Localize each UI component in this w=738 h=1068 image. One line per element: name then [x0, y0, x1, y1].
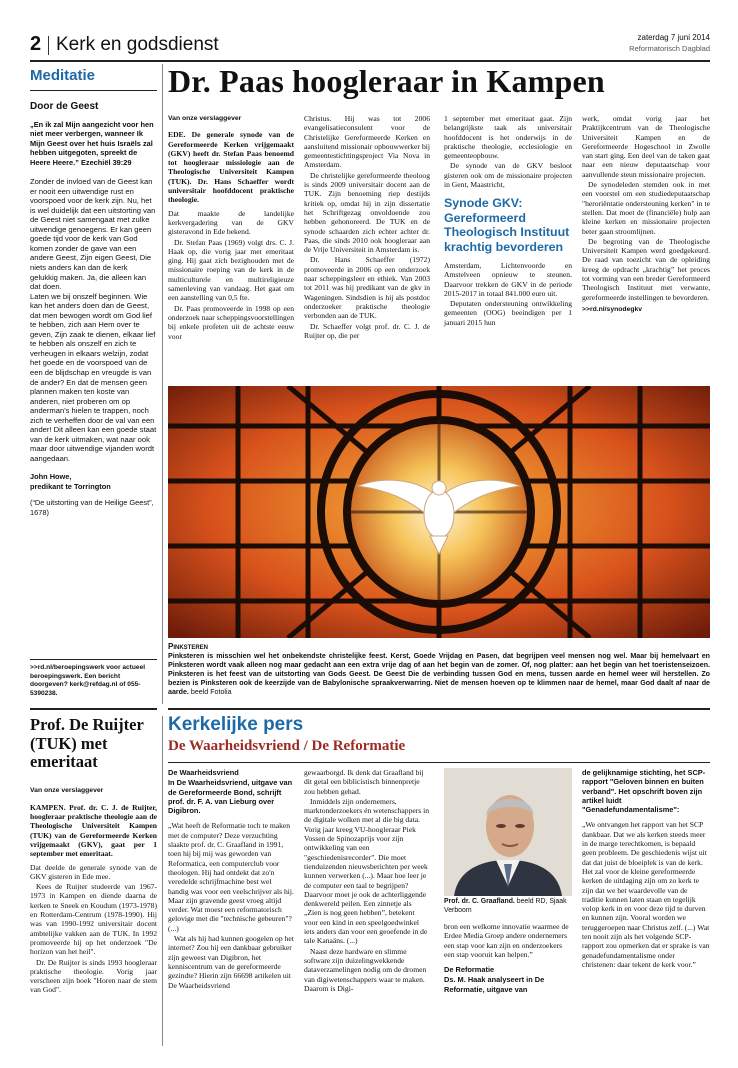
ruijter-byline: Van onze verslaggever: [30, 786, 104, 794]
ruijter-intro: KAMPEN. Prof. dr. C. J. de Ruijter, hoogleraar praktische theologie aan de Theologische Universiteit Kampen (TUK) van de Gereformeerde Kerken vrijgemaakt (GKV), gaat per 1 september met emeritaat.: [30, 802, 157, 859]
ruijter-article: [30, 716, 157, 996]
photo-caption-box: [168, 652, 710, 697]
main-col3-p1: 1 september met emeritaat gaat. Zijn belangrijkste taak als universitair hoofddocent is het onderwijs in de praktische theologie, ecclesiologie en gemeenteopbouw.: [444, 114, 572, 161]
main-col4-p1: werk, omdat vorig jaar het Praktijkcentrum van de Theologische Universiteit Kampen en de Gereformeerde Hogeschool in Zwolle van start ging. Een deel van de taken gaat naar een nieuw deputaatschap voor aanvullende steun missionaire projecten.: [582, 114, 710, 179]
main-col2-p1: Christus. Hij was tot 2006 evangelisatieconsulent voor de Christelijke Gereformeerde Kerken en aansluitend missionair opbouwwerker bij gemeentestichtingsproject Via Nova in Amsterdam.: [304, 114, 430, 170]
pers-col-2: [304, 768, 430, 994]
pers-col4-p1: „We ontvangen het rapport van het SCP dankbaar. Dat we als kerken steeds meer in de marge terechtkomen, is bepaald geen probleem. De geschiedenis wijst uit dat dat juist de bloeiplek is van de kerk. Het zal voor de kleine gereformeerde kerken de uitdaging zijn om zo kerk te zijn dat we het waardevolle van de traditie kunnen laten staan en tegelijk volop kerk in en voor deze tijd te durven en kunnen zijn. Vooral worden we teruggeroepen naar Christus zelf. (...) Wat ten nooit zijn als het volgende SCP-rapport zou opmerken dat er sprake is van genadefundamentalisme onder christenen: daar tekent de kerk voor.”: [582, 820, 710, 969]
ruijter-p1: Dat deelde de generale synode van de GKV gisteren in Ede mee.: [30, 862, 157, 881]
stained-glass-dove-image: [168, 386, 710, 638]
page-number: 2: [30, 33, 42, 55]
column-divider-left: [162, 64, 163, 704]
photo-caption: Pinksteren is misschien wel het onbekendste christelijke feest. Kerst, Goede Vrijdag en Pasen, dat begrijpen veel mensen nog wel. Maar bij hemelvaart en Pinksteren wordt vaak alleen nog maar gedacht aan een extra vrije dag of aan het begin van de zomer. Of, nog platter: aan het begin van het toeristenseizoen. Pinksteren is het feest van de uitstorting van Gods Geest. De Geest Die de verbinding tussen God en mens, tussen aarde en hemel weer wil herstellen. Zo bezien is Pinksteren ook de keerzijde van de Babylonische spraakverwarring. Niet de mensen hoeven op te klimmen naar de hemel, maar God daalt af naar de aarde.: [168, 652, 710, 696]
main-col1-p3: Dr. Paas promoveerde in 1998 op een onderzoek naar scheppingsvoorstellingen bij enkele profeten uit de achtste eeuw voor: [168, 303, 294, 341]
pers-col2-p2: Inmiddels zijn ondernemers, marktonderzoekers én wetenschappers in de digitale wolken met al die big data. Vorig jaar kreeg VU-hoogleraar Piek Vossen de Spinozaprijs voor zijn ontwikkeling van een "geschiedenisrecorder". Die moet tienduizenden nieuwsberichten per week kunnen verwerken (...). Maar hoe leer je de computer een taal te begrijpen? Daarvoor moet je ook de achterliggende denkwereld peilen. Een zinnetje als „Zien is nog geen hebben”, betekent voor een kind in een speelgoedwinkel iets anders dan voor een geoefende in de tale Kanaäns. (...): [304, 796, 430, 946]
main-col-1: [168, 114, 294, 342]
meditatie-body-1: Zonder de invloed van de Geest kan er nooit een uitwendige rust en voorspoed voor de kerk zijn. Nu, het is wel duidelijk dat een uitstorting van de Geest niet samengaat met zulke uitwendige genoegens. Er kan geen goede tijd voor de kerk van God komen zonder de gave van een andere Geest, Zijn eigen Geest, Die niets anders kan dan de kerk gelukkig maken. Ja, die alleen kan dat doen.: [30, 177, 156, 292]
pers-col2-p1: gewaarborgd. Ik denk dat Graafland bij dit getal een biblicistisch binnenpretje zou hebben gehad.: [304, 768, 424, 796]
pers-col-1: [168, 768, 294, 991]
photo-credit: beeld Fotolia: [190, 688, 232, 696]
portrait-photo: [444, 768, 572, 896]
pers-col3-intro: Ds. M. Haak analyseert in De Reformatie, uitgave van: [444, 975, 545, 994]
pers-col4-intro: de gelijknamige stichting, het SCP-rapport "Geloven binnen en buiten verband". Het opschrift boven zijn artikel luidt "Genadefundamentalisme":: [582, 768, 706, 815]
main-subhead: Synode GKV: Gereformeerd Theologisch Instituut krachtig bevorderen: [444, 196, 570, 254]
main-col-3: [444, 114, 572, 328]
main-col4-p3: De begroting van de Theologische Universiteit Kampen werd goedgekeurd. De raad van toezicht van de opleiding kreeg de opdracht „krachtig” het proces tot vorming van een breder Gereformeerd Theologisch Instituut met verwante, gereformeerde instellingen te bevorderen.: [582, 236, 710, 302]
meditatie-author-role: predikant te Torrington: [30, 481, 111, 491]
ruijter-p3: Dr. De Ruijter is sinds 1993 hoogleraar praktische theologie. Vorig jaar verscheen zijn boek "Horen naar de stem van God".: [30, 957, 157, 995]
column-divider-bottom: [162, 716, 163, 1046]
photo-caption-title: Pinksteren: [168, 642, 209, 651]
left-column-end-rule: [30, 708, 157, 710]
ruijter-headline: Prof. De Ruijter (TUK) met emeritaat: [30, 715, 144, 771]
pers-subtitle: De Waarheidsvriend / De Reformatie: [168, 738, 406, 754]
main-col-4: [582, 114, 710, 315]
main-col2-p3: Dr. Hans Schaeffer (1972) promoveerde in 2006 op een onderzoek naar scheppingsleer en ethiek. Van 2003 tot 2011 was hij predikant van de gkv in Wageningen. Sindsdien is hij als postdoc onderzoeker praktische theologie verbonden aan de TUK.: [304, 255, 430, 321]
main-intro: EDE. De generale synode van de Gereformeerde Kerken vrijgemaakt (GKV) heeft dr. Stefan Paas benoemd tot hoogleraar missiologie aan de Theologische Universiteit Kampen (TUK). Dr. Hans Schaeffer wordt universitair hoofddocent praktische theologie.: [168, 130, 294, 205]
main-col3b-p2: Deputaten ondersteuning ontwikkeling gemeenten (OOG) beeindigen per 1 januari 2015 hun: [444, 299, 572, 327]
meditatie-footer-rule: [30, 659, 157, 660]
pers-col1-intro: In De Waarheidsvriend, uitgave van de Gereformeerde Bond, schrijft prof. dr. F. A. van Lieburg over Digibron.: [168, 778, 293, 816]
main-col3b-p1: Amsterdam, Lichtenvoorde en Amstelveen opnieuw te steunen. Daarvoor trekken de GKV in de periode 2015-2017 in totaal 841.000 euro uit.: [444, 261, 572, 298]
main-col2-p4: Dr. Schaeffer volgt prof. dr. C. J. de Ruijter op, die per: [304, 321, 430, 340]
header-divider: [48, 36, 49, 55]
main-col4-p2: De synodeleden stemden ook in met een voorstel om een studiedeputaatschap "heroriëntatie ondersteuning kerken" in te stellen. Dat moet de (financiële) hulp aan kleine kerken en missionaire projecten beter gaan stroomlijnen.: [582, 180, 710, 236]
meditatie-rule: [30, 90, 157, 91]
pers-col1-head: De Waarheidsvriend: [168, 768, 239, 777]
pers-col1-p2: Wat als hij had kunnen googelen op het internet? Zou hij een dankbaar gebruiker zijn geweest van Digibron, het kenniscentrum van de gereformeerde gezindte? Hierin zijn 66698 artikelen uit De Waarheidsvriend: [168, 934, 294, 990]
pers-col-3: [444, 922, 572, 995]
pers-col-4: [582, 768, 710, 970]
meditatie-quote: „En ik zal Mijn aangezicht voor hen niet meer verbergen, wanneer Ik Mijn Geest over het huis Israëls zal hebben uitgegoten, spreekt de Heere Heere.” Ezechiël 39:29: [30, 120, 154, 167]
ruijter-body: [30, 786, 157, 995]
meditatie-footer[interactable]: >>rd.nl/beroepingswerk voor actueel beroepingswerk. Een bericht doorgeven? kerk@refdag.nl of 055-5390238.: [30, 664, 146, 697]
main-col3-p2: De synode van de GKV besloot gisteren ook om de missionaire projecten in Gent, Maastricht,: [444, 161, 572, 190]
meditatie-kicker: Meditatie: [30, 67, 96, 84]
meditatie-column: [30, 64, 157, 694]
main-col1-p1: Dat maakte de landelijke kerkvergadering van de GKV gisteravond in Ede bekend.: [168, 208, 294, 237]
graafland-portrait: [444, 768, 572, 896]
photo-bottom-rule: [168, 708, 710, 710]
meditatie-author: John Howe,: [30, 472, 72, 482]
pers-col3-head: De Reformatie: [444, 965, 495, 975]
main-link[interactable]: >>rd.nl/synodegkv: [582, 305, 643, 313]
meditatie-title: Door de Geest: [30, 101, 99, 112]
pers-col2-p3: Naast deze hardware en slimme software zijn duizelingwekkende dataverzamelingen nodig om de dromen van digiwetenschappers waar te maken. Daarom is Digi-: [304, 946, 427, 993]
page-header: [30, 33, 710, 59]
header-paper: Reformatorisch Dagblad: [629, 44, 710, 53]
ruijter-p2: Kees de Ruijter studeerde van 1967-1973 in Kampen en diende daarna de kerken te Sneek en Koudum (1973-1978) en Rotterdam-Centrum (1978-1990). Hij was van 1990-1992 universitair docent ambtelijke vakken aan de TUK. In 1992 promoveerde hij op het onderzoek "De horizon van het heil".: [30, 882, 157, 957]
meditatie-body-2: Laten we bij onszelf beginnen. Wie kan het anders doen dan de Geest, dat men bewogen wordt om God lief te hebben, zich aan Hem over te geven, Zijn zaak te dienen, elkaar lief te hebben als onszelf en zich te verheugen in elkaars welzijn, zodat het goede en de voorspoed van de een de blijdschap en vreugde is van de ander? En dat de mensen geen plannen maken ten koste van anderen, niet proberen om op anderman's hielen te trappen, noch zich te verheffen door de val van een ander! Dit alleen kan een goede staat van de kerk uitmaken, wat naar ook maar door uitwendige vijanden wordt aangedaan.: [30, 291, 157, 463]
pers-col3-p1: bron een welkome innovatie waarmee de Erdee Media Groep andere ondernemers een stap voor kan zijn en onderzoekers een stap vooruit kan helpen.”: [444, 922, 569, 959]
meditatie-source: (“De uitstorting van de Heilige Geest”, 1678): [30, 498, 154, 517]
header-rule: [30, 60, 710, 62]
section-title: Kerk en godsdienst: [56, 34, 219, 55]
pers-kicker: Kerkelijke pers: [168, 714, 304, 735]
main-headline: Dr. Paas hoogleraar in Kampen: [168, 63, 605, 99]
main-col1-p2: Dr. Stefan Paas (1969) volgt drs. C. J. Haak op, die vorig jaar met emeritaat ging. Hij gaat zich bezighouden met de missionaire roeping van de kerk in de multiculturele en multireligieuze samenleving van vandaag. Het gaat om een aanstelling van 0,5 fte.: [168, 237, 294, 303]
portrait-caption-box: [444, 898, 572, 915]
main-col2-p2: De christelijke gereformeerde theoloog is sinds 2009 universitair docent aan de TUK. Zijn benoeming riep destijds kritiek op, omdat hij in zijn dissertatie het Schriftgezag onvoldoende zou hebben gehonoreerd. De TUK en de synode schaarden zich echter achter dr. Paas, die sinds 2010 ook hoogleraar aan de Vrije Universiteit in Amsterdam is.: [304, 170, 430, 255]
pers-rule: [168, 762, 710, 763]
header-date: zaterdag 7 juni 2014: [637, 33, 710, 42]
portrait-credit: beeld RD, Sjaak Verboom: [444, 898, 567, 914]
pinksteren-photo: [168, 386, 710, 638]
pers-col1-p1: „Wat heeft de Reformatie toch te maken met de computer? Deze verzuchting slaakte prof. dr. C. Graafland in 1991, toen hij bij mij was geworden van Reformatica, een computerclub voor theologen. Hij had ontdekt dat zo'n veredelde schrijfmachine best wel handig was voor een veelschrijver als hij. Maar zijn gravende geest vroeg altijd verder. Wat moest een reformatorisch gelovige met die "technische gebeuren"? (...): [168, 821, 294, 933]
portrait-caption: Prof. dr. C. Graafland.: [444, 898, 515, 905]
main-byline: Van onze verslaggever: [168, 115, 242, 122]
main-col-2: [304, 114, 430, 341]
